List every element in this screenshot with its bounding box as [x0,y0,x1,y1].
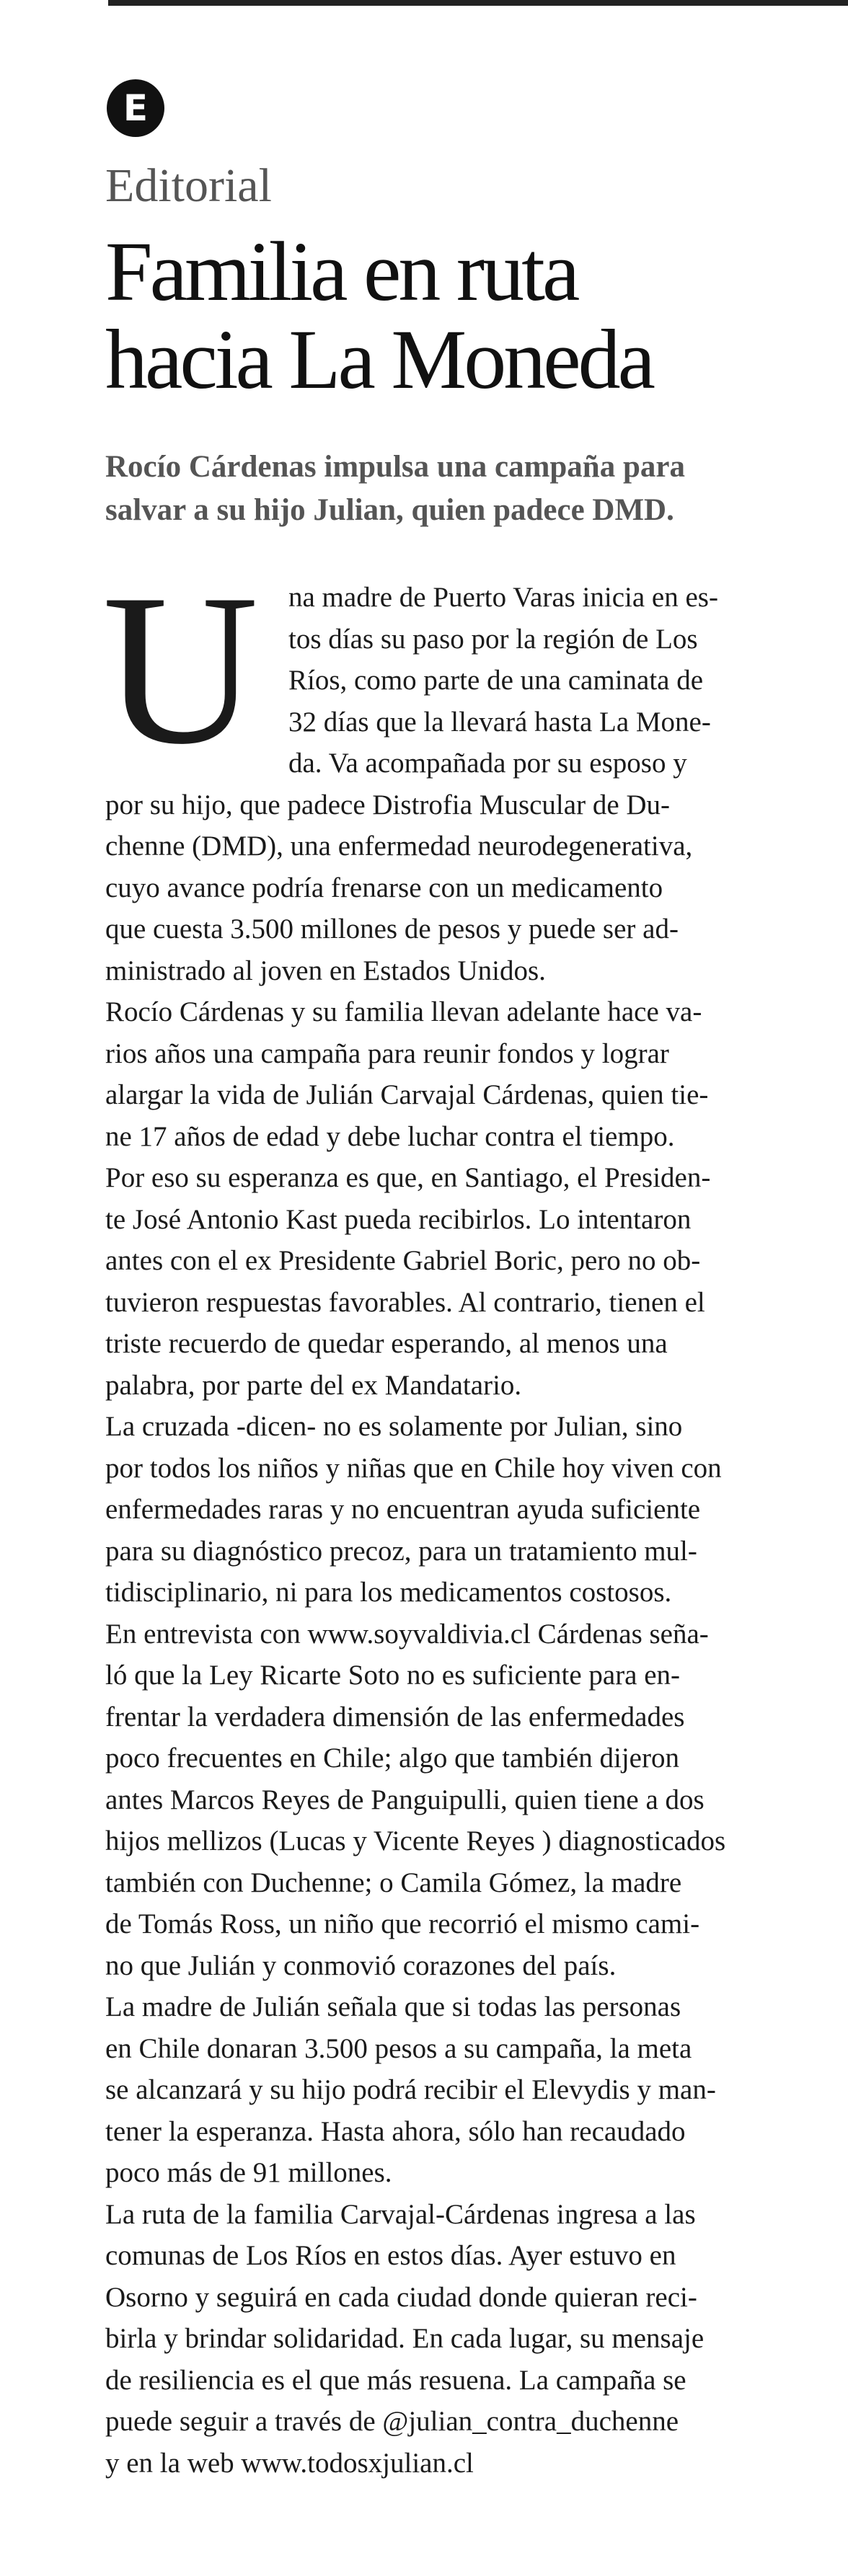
lead-line: Rocío Cárdenas impulsa una campaña para [105,450,685,484]
article-line: poco frecuentes en Chile; algo que también dijeron [105,1743,679,1774]
article-line: para su diagnóstico precoz, para un tratamiento mul- [105,1535,697,1567]
article-line: de resiliencia es el que más resuena. La campaña se [105,2364,686,2396]
article-line: La madre de Julián señala que si todas las personas [105,1991,681,2022]
article-line: Osorno y seguirá en cada ciudad donde quieran reci- [105,2281,697,2313]
article-line: Por eso su esperanza es que, en Santiago, el Presiden- [105,1162,711,1193]
article-line: ministrado al joven en Estados Unidos. [105,955,546,986]
drop-cap: U [102,549,259,789]
article-line: te José Antonio Kast pueda recibirlos. Lo intentaron [105,1203,692,1235]
article-line: La cruzada -dicen- no es solamente por Julian, sino [105,1411,683,1442]
article-line: no que Julián y conmovió corazones del país. [105,1949,617,1981]
article-line: enfermedades raras y no encuentran ayuda suficiente [105,1494,701,1525]
article-paragraph [105,2194,834,2484]
article-line: Ríos, como parte de una caminata de [288,665,704,696]
article-line: antes con el ex Presidente Gabriel Boric, pero no ob- [105,1245,701,1276]
article-line: na madre de Puerto Varas inicia en es- [288,582,718,613]
article-body [102,549,834,2484]
article-line: da. Va acompañada por su esposo y [288,748,687,779]
article-line: cuyo avance podría frenarse con un medicamento [105,872,663,903]
article-line: ló que la Ley Ricarte Soto no es suficiente para en- [105,1660,681,1691]
top-rule [108,0,848,6]
section-badge [107,79,164,137]
article-line: se alcanzará y su hijo podrá recibir el Elevydis y man- [105,2074,716,2105]
article-line: que cuesta 3.500 millones de pesos y puede ser ad- [105,913,679,944]
article-line: birla y brindar solidaridad. En cada lugar, su mensaje [105,2323,705,2354]
article-line: y en la web www.todosxjulian.cl [105,2447,474,2479]
headline-line: hacia La Moneda [105,312,653,407]
headline [105,224,826,407]
section-kicker: Editorial [105,159,272,212]
article-line: por su hijo, que padece Distrofia Muscular de Du- [105,789,671,820]
article-line: triste recuerdo de quedar esperando, al menos una [105,1328,668,1359]
article-paragraph [105,1406,834,1614]
article-paragraph [102,549,834,991]
article-paragraph [105,991,834,1406]
article-line: por todos los niños y niñas que en Chile hoy viven con [105,1452,722,1484]
article-line: rios años una campaña para reunir fondos y lograr [105,1037,669,1069]
badge-letter: E [123,87,149,129]
article-line: también con Duchenne; o Camila Gómez, la madre [105,1867,682,1898]
article-line: tener la esperanza. Hasta ahora, sólo han recaudado [105,2115,686,2147]
article-line: frentar la verdadera dimensión de las enfermedades [105,1701,685,1732]
article-line: 32 días que la llevará hasta La Mone- [288,706,711,738]
article-line: puede seguir a través de @julian_contra_duchenne [105,2406,679,2437]
article-line: comunas de Los Ríos en estos días. Ayer estuvo en [105,2240,676,2271]
article-line: hijos mellizos (Lucas y Vicente Reyes ) diagnosticados [105,1825,726,1856]
article-paragraph [105,1986,834,2194]
article-line: poco más de 91 millones. [105,2157,392,2188]
article-line: En entrevista con www.soyvaldivia.cl Cárdenas seña- [105,1618,709,1650]
article-line: tuvieron respuestas favorables. Al contrario, tienen el [105,1286,705,1318]
lead-summary [105,446,826,532]
article-line: de Tomás Ross, un niño que recorrió el mismo cami- [105,1908,700,1939]
article-line: tos días su paso por la región de Los [288,623,698,655]
lead-line: salvar a su hijo Julian, quien padece DMD. [105,493,674,527]
headline-line: Familia en ruta [105,224,578,319]
article-line: La ruta de la familia Carvajal-Cárdenas ingresa a las [105,2198,696,2230]
article-line: Rocío Cárdenas y su familia llevan adelante hace va- [105,996,702,1027]
article-line: chenne (DMD), una enfermedad neurodegenerativa, [105,831,693,862]
article-line: antes Marcos Reyes de Panguipulli, quien tiene a dos [105,1784,705,1815]
article-line: tidisciplinario, ni para los medicamentos costosos. [105,1577,672,1608]
article-line: ne 17 años de edad y debe luchar contra el tiempo. [105,1120,675,1152]
article-line: alargar la vida de Julián Carvajal Cárdenas, quien tie- [105,1079,709,1110]
article-line: en Chile donaran 3.500 pesos a su campaña, la meta [105,2032,692,2064]
article-paragraph [105,1614,834,1987]
article-line: palabra, por parte del ex Mandatario. [105,1369,522,1401]
